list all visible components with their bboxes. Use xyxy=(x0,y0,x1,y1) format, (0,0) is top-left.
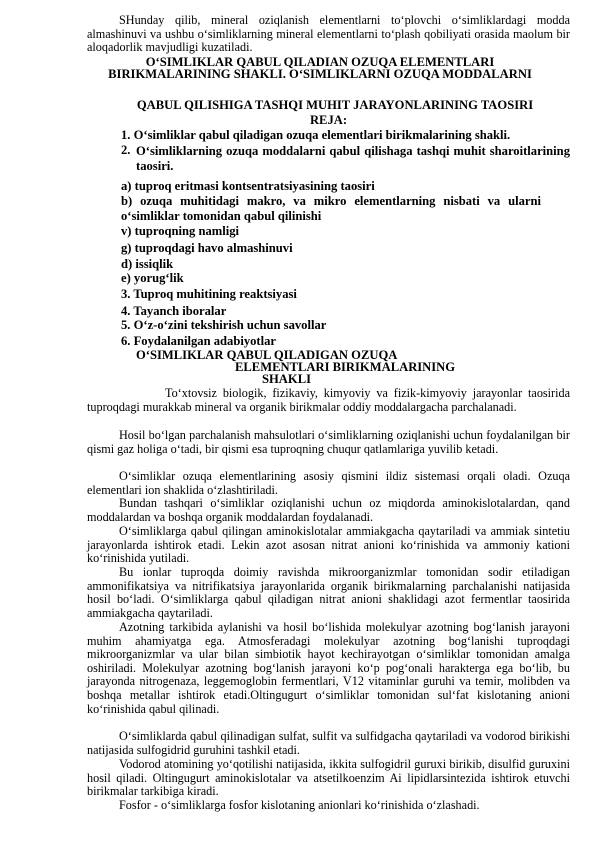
plan-sub-v: v) tuproqning namligi xyxy=(121,224,240,238)
plan-sub-b: b) ozuqa muhitidagi makro, va mikro elementlarning nisbati va ularni oʻsimliklar tomonidan qabul qilinishi xyxy=(121,194,541,223)
plan-item-3: 3. Tuproq muhitining reaktsiyasi xyxy=(121,287,297,301)
section-heading-line-2: ELEMENTLARI BIRIKMALARINING xyxy=(235,360,456,374)
subtitle: QABUL QILISHIGA TASHQI MUHIT JARAYONLARINING TAOSIRI xyxy=(136,98,534,112)
plan-sub-g: g) tuproqdagi havo almashinuvi xyxy=(121,241,293,255)
paragraph-9: Vodorod atomining yoʻqotilishi natijasida, ikkita sulfogidril guruxi birikib, disulfid guruxini hosil qiladi. Oltingugurt aminokislotalar va atsetilkoenzim Ai lipidlarsintezida ishtirok etuvchi birikmalar tarkibiga kiradi. xyxy=(87,757,570,799)
paragraph-5: Oʻsimliklarga qabul qilingan aminokislotalar ammiakgacha qaytariladi va ammiak sintetiu jarayonlarda ishtirok etadi. Lekin azot asosan nitrat anioni koʻrinishida va ammoniy kationi koʻrinishida yutiladi. xyxy=(87,524,570,566)
paragraph-4: Bundan tashqari oʻsimliklar oziqlanishi uchun oz miqdorda aminokislotalardan, qand moddalardan va boshqa organik moddalardan foydalanadi. xyxy=(87,496,570,524)
section-heading-line-1: OʻSIMLIKLAR QABUL QILADIGAN OZUQA xyxy=(136,348,398,362)
plan-item-1: 1. Oʻsimliklar qabul qiladigan ozuqa elementlari birikmalarining shakli. xyxy=(121,128,511,142)
paragraph-6: Bu ionlar tuproqda doimiy ravishda mikroorganizmlar tomonidan sodir etiladigan ammonifikatsiya va nitrifikatsiya jarayonlarida organik birikmalarning parchalanishi natijasida hosil boʻladi. Oʻsimliklarga qabul qiladigan nitrat anioni shaklidagi azot fermentlar taosirida ammiakgacha qaytariladi. xyxy=(87,565,570,620)
plan-sub-d: d) issiqlik xyxy=(121,257,174,271)
section-heading-line-3: SHAKLI xyxy=(262,372,311,386)
paragraph-1: Toʻxtovsiz biologik, fizikaviy, kimyoviy va fizik-kimyoviy jarayonlar taosirida tuproqdagi murakkab mineral va organik birikmalar oddiy moddalargacha parchalanadi. xyxy=(87,386,570,414)
plan-item-6: 6. Foydalanilgan adabiyotlar xyxy=(121,334,276,348)
plan-item-4: 4. Tayanch iboralar xyxy=(121,304,227,318)
paragraph-2: Hosil boʻlgan parchalanish mahsulotlari oʻsimliklarning oziqlanishi uchun foydalanilgan bir qismi gaz holiga oʻtadi, bir qismi esa tuproqning chuqur qatlamlariga yuvilib ketadi. xyxy=(87,428,570,456)
plan-label: REJA: xyxy=(309,113,348,127)
intro-paragraph: SHunday qilib, mineral oziqlanish elementlarni toʻplovchi oʻsimliklardagi modda almashinuvi va ushbu oʻsimliklarning mineral elementlarni toʻplash qobiliyati orasida maolum bir aloqadorlik mavjudligi kuzatiladi. xyxy=(87,13,570,55)
paragraph-7: Azotning tarkibida aylanishi va hosil boʻlishida molekulyar azotning bogʻlanish jarayoni muhim ahamiyatga ega. Atmosferadagi molekulyar azotning bogʻlanishi tuproqdagi mikroorganizmlar va ular bilan simbiotik hayot kechirayotgan oʻsimliklar tomonidan amalga oshiriladi. Molekulyar azotning bogʻlanish jarayoni koʻp pogʻonali harakterga ega boʻlib, bu jarayonda nitrogenaza, leggemoglobin fermentlari, V12 vitaminlar guruhi va temir, molibden va boshqa metallar ishtirok etadi.Oltingugurt oʻsimliklar tomonidan sulʻfat kislotaning anioni koʻrinishida qabul qilinadi. xyxy=(87,620,570,716)
plan-sub-e: e) yorugʻlik xyxy=(121,271,184,285)
paragraph-8: Oʻsimliklarda qabul qilinadigan sulfat, sulfit va sulfidgacha qaytariladi va vodorod birikishi natijasida sulfogidrid guruhini tashkil etadi. xyxy=(87,729,570,757)
paragraph-3: Oʻsimliklar ozuqa elementlarining asosiy qismini ildiz sistemasi orqali oladi. Ozuqa elementlari ion shaklida oʻzlashtiriladi. xyxy=(87,469,570,497)
plan-item-2-number: 2. xyxy=(121,143,131,157)
plan-sub-a: a) tuproq eritmasi kontsentratsiyasining taosiri xyxy=(121,179,375,193)
plan-item-2: Oʻsimliklarning ozuqa moddalarni qabul qilishaga tashqi muhit sharoitlarining taosiri. xyxy=(136,144,570,173)
paragraph-10: Fosfor - oʻsimliklarga fosfor kislotaning anionlari koʻrinishida oʻzlashadi. xyxy=(119,798,480,812)
plan-item-5: 5. Oʻz-oʻzini tekshirish uchun savollar xyxy=(121,318,327,332)
main-title: OʻSIMLIKLAR QABUL QILADIAN OZUQA ELEMENTLARI BIRIKMALARINING SHAKLI. OʻSIMLIKLARNI OZUQA MODDALARNI xyxy=(108,55,532,81)
